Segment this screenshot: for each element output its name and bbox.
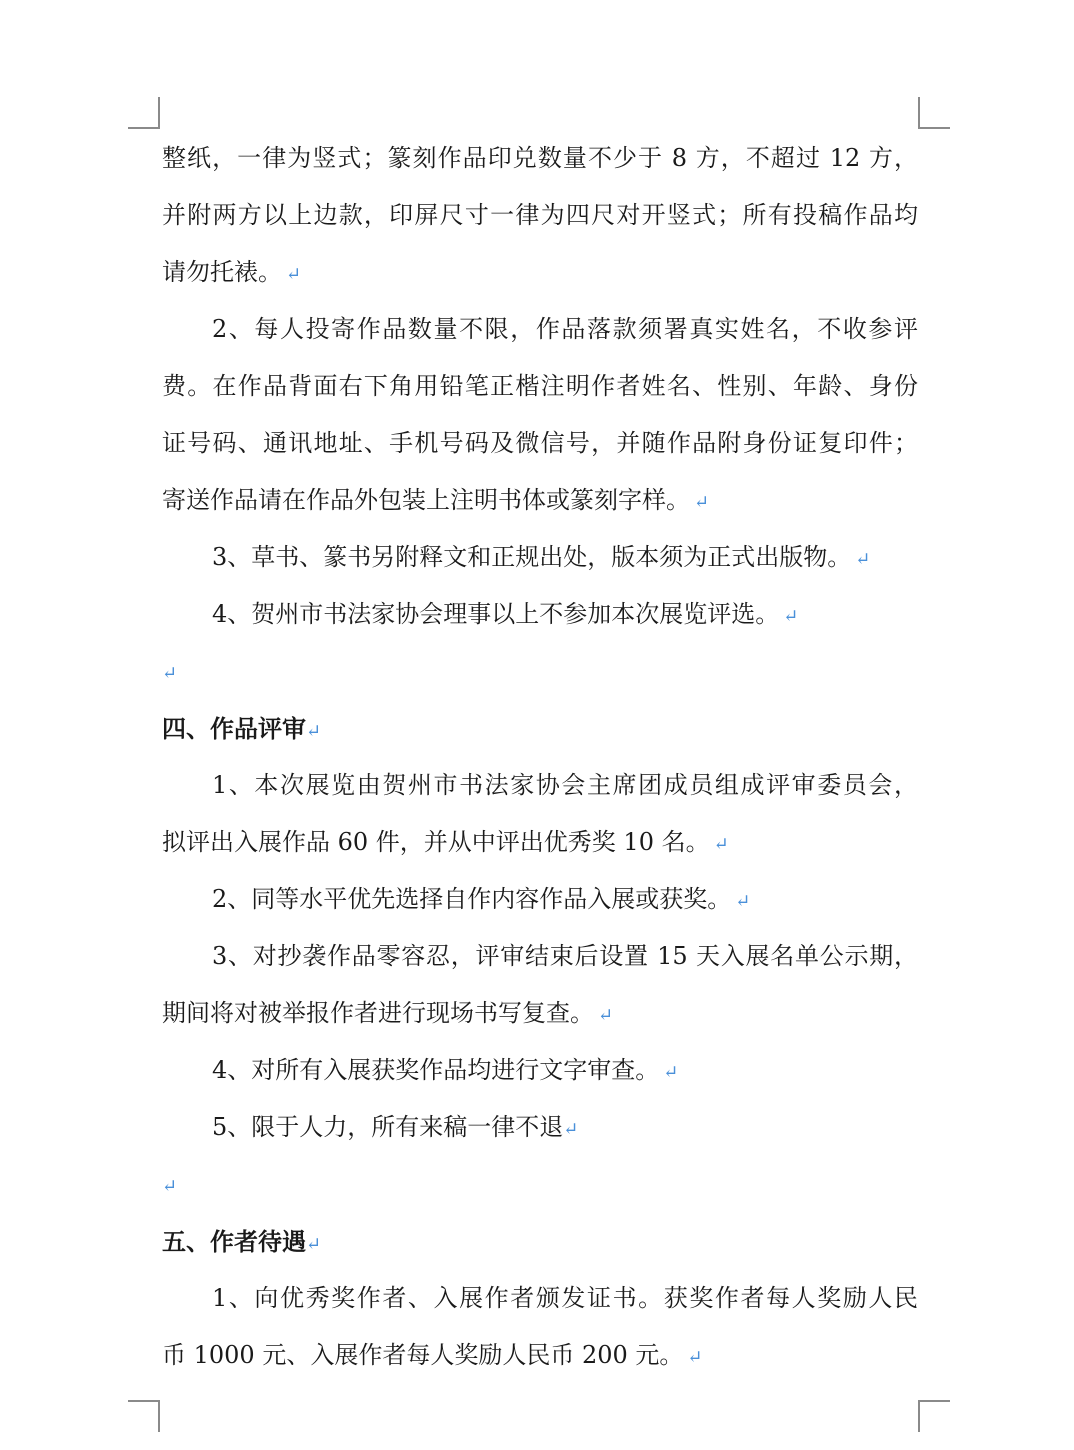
page-corner-mark-top-right <box>918 97 950 129</box>
paragraph-mark-icon: ↵ <box>162 1176 178 1197</box>
paragraph-mark-icon: ↵ <box>563 1119 579 1140</box>
paragraph-mark-icon: ↵ <box>687 1347 703 1368</box>
text-span: 拟评出入展作品 60 件，并从中评出优秀奖 10 名。 <box>162 828 710 856</box>
text-line <box>162 871 918 928</box>
paragraph-mark-icon: ↵ <box>735 891 751 912</box>
page-corner-mark-top-left <box>128 97 160 129</box>
text-span: 4、对所有入展获奖作品均进行文字审查。 <box>212 1056 660 1084</box>
empty-line <box>162 643 918 700</box>
document-body <box>162 130 918 1384</box>
text-span: 币 1000 元、入展作者每人奖励人民币 200 元。 <box>162 1341 684 1369</box>
text-line: 2、每人投寄作品数量不限，作品落款须署真实姓名，不收参评 <box>212 315 918 343</box>
page-corner-mark-bottom-right <box>918 1400 950 1432</box>
text-line <box>162 1327 918 1384</box>
paragraph-mark-icon: ↵ <box>694 492 710 513</box>
text-line <box>162 529 918 586</box>
text-line: 整纸，一律为竖式；篆刻作品印兑数量不少于 8 方，不超过 12 方， <box>162 144 918 172</box>
text-span: 2、同等水平优先选择自作内容作品入展或获奖。 <box>212 885 732 913</box>
section-heading <box>162 1213 918 1270</box>
page-corner-mark-bottom-left <box>128 1400 160 1432</box>
section-title: 四、作品评审 <box>162 714 306 743</box>
text-span: 请勿托裱。 <box>162 258 282 286</box>
text-line: 证号码、通讯地址、手机号码及微信号，并随作品附身份证复印件； <box>162 429 918 457</box>
paragraph-mark-icon: ↵ <box>306 1234 322 1255</box>
paragraph-mark-icon: ↵ <box>713 834 729 855</box>
text-line <box>162 586 918 643</box>
text-span: 5、限于人力，所有来稿一律不退 <box>212 1113 564 1141</box>
text-span: 寄送作品请在作品外包装上注明书体或篆刻字样。 <box>162 486 690 514</box>
section-heading <box>162 700 918 757</box>
text-line: 费。在作品背面右下角用铅笔正楷注明作者姓名、性别、年龄、身份 <box>162 372 918 400</box>
empty-line <box>162 1156 918 1213</box>
text-span: 4、贺州市书法家协会理事以上不参加本次展览评选。 <box>212 600 780 628</box>
text-line <box>162 472 918 529</box>
text-line <box>162 814 918 871</box>
paragraph-mark-icon: ↵ <box>783 606 799 627</box>
text-line <box>162 1042 918 1099</box>
text-span: 3、草书、篆书另附释文和正规出处，版本须为正式出版物。 <box>212 543 852 571</box>
paragraph-mark-icon: ↵ <box>162 663 178 684</box>
section-title: 五、作者待遇 <box>162 1227 306 1256</box>
text-line: 1、向优秀奖作者、入展作者颁发证书。获奖作者每人奖励人民 <box>212 1284 918 1312</box>
paragraph-mark-icon: ↵ <box>286 264 302 285</box>
text-line <box>162 985 918 1042</box>
text-line <box>162 1099 918 1156</box>
text-line: 3、对抄袭作品零容忍，评审结束后设置 15 天入展名单公示期， <box>212 942 918 970</box>
paragraph-mark-icon: ↵ <box>663 1062 679 1083</box>
text-line: 1、本次展览由贺州市书法家协会主席团成员组成评审委员会， <box>212 771 918 799</box>
paragraph-mark-icon: ↵ <box>306 721 322 742</box>
text-line: 并附两方以上边款，印屏尺寸一律为四尺对开竖式；所有投稿作品均 <box>162 201 918 229</box>
paragraph-mark-icon: ↵ <box>855 549 871 570</box>
text-span: 期间将对被举报作者进行现场书写复查。 <box>162 999 594 1027</box>
text-line <box>162 244 918 301</box>
paragraph-mark-icon: ↵ <box>598 1005 614 1026</box>
